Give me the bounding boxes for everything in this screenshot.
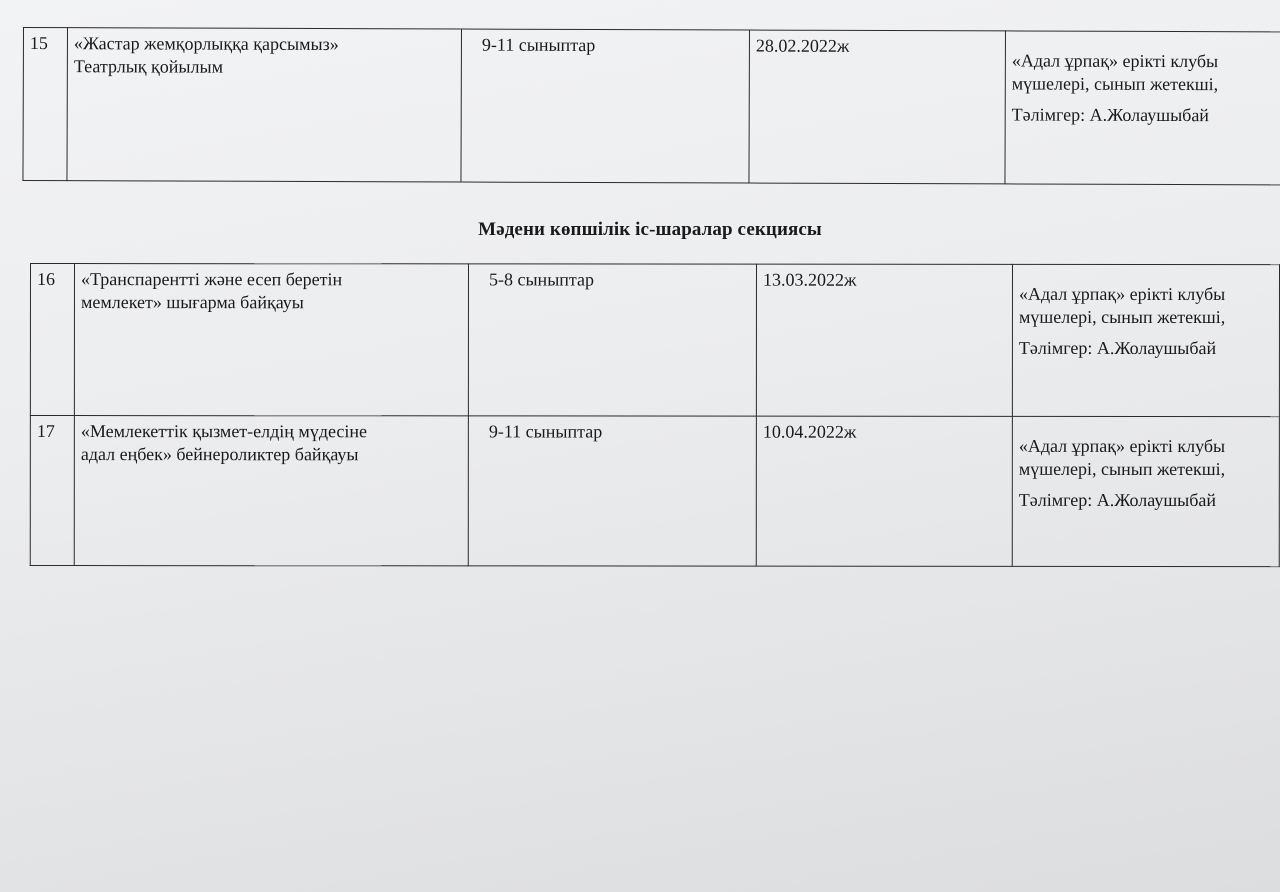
event-date: 10.04.2022ж: [756, 416, 1012, 566]
grade-range: 5-8 сыныптар: [468, 264, 756, 416]
responsible-line1: «Адал ұрпақ» ерікті клубы мүшелері, сынып жетекші,: [1018, 283, 1226, 328]
grade-range: 9-11 сыныптар: [468, 416, 756, 566]
row-number: 17: [30, 416, 74, 566]
event-title-line2: Театрлық қойылым: [73, 56, 224, 77]
table-row: [23, 28, 1280, 185]
responsible: [1005, 31, 1280, 185]
event-date: 13.03.2022ж: [756, 264, 1012, 416]
responsible-line2: Тәлімгер: А.Жолаушыбай: [1018, 489, 1217, 511]
event-title: [74, 416, 468, 566]
section-heading: Мәдени көпшілік іс-шаралар секциясы: [478, 219, 822, 240]
event-date: 28.02.2022ж: [749, 30, 1006, 184]
events-table-top: [22, 27, 1280, 185]
responsible-line2: Тәлімгер: А.Жолаушыбай: [1018, 337, 1217, 359]
responsible-line2: Тәлімгер: А.Жолаушыбай: [1011, 104, 1210, 126]
responsible: [1012, 264, 1279, 416]
table-row: [30, 264, 1279, 417]
event-title-line2: адал еңбек» бейнероликтер байқауы: [80, 444, 359, 465]
row-number: 15: [23, 28, 68, 181]
event-title: [74, 264, 468, 416]
grade-range: 9-11 сыныптар: [461, 29, 750, 183]
responsible: [1012, 416, 1279, 566]
event-title-line1: «Жастар жемқорлыққа қарсымыз»: [73, 33, 339, 55]
responsible-line1: «Адал ұрпақ» ерікті клубы мүшелері, сынып жетекші,: [1011, 50, 1219, 95]
event-title: [67, 28, 462, 182]
event-title-line1: «Транспарентті және есеп беретін: [80, 269, 343, 290]
event-title-line1: «Мемлекеттік қызмет-елдің мүдесіне: [80, 421, 368, 442]
events-table-bottom: [30, 263, 1280, 567]
event-title-line2: мемлекет» шығарма байқауы: [80, 292, 304, 313]
row-number: 16: [30, 264, 74, 416]
table-row: [30, 416, 1279, 567]
responsible-line1: «Адал ұрпақ» ерікті клубы мүшелері, сынып жетекші,: [1018, 435, 1226, 480]
